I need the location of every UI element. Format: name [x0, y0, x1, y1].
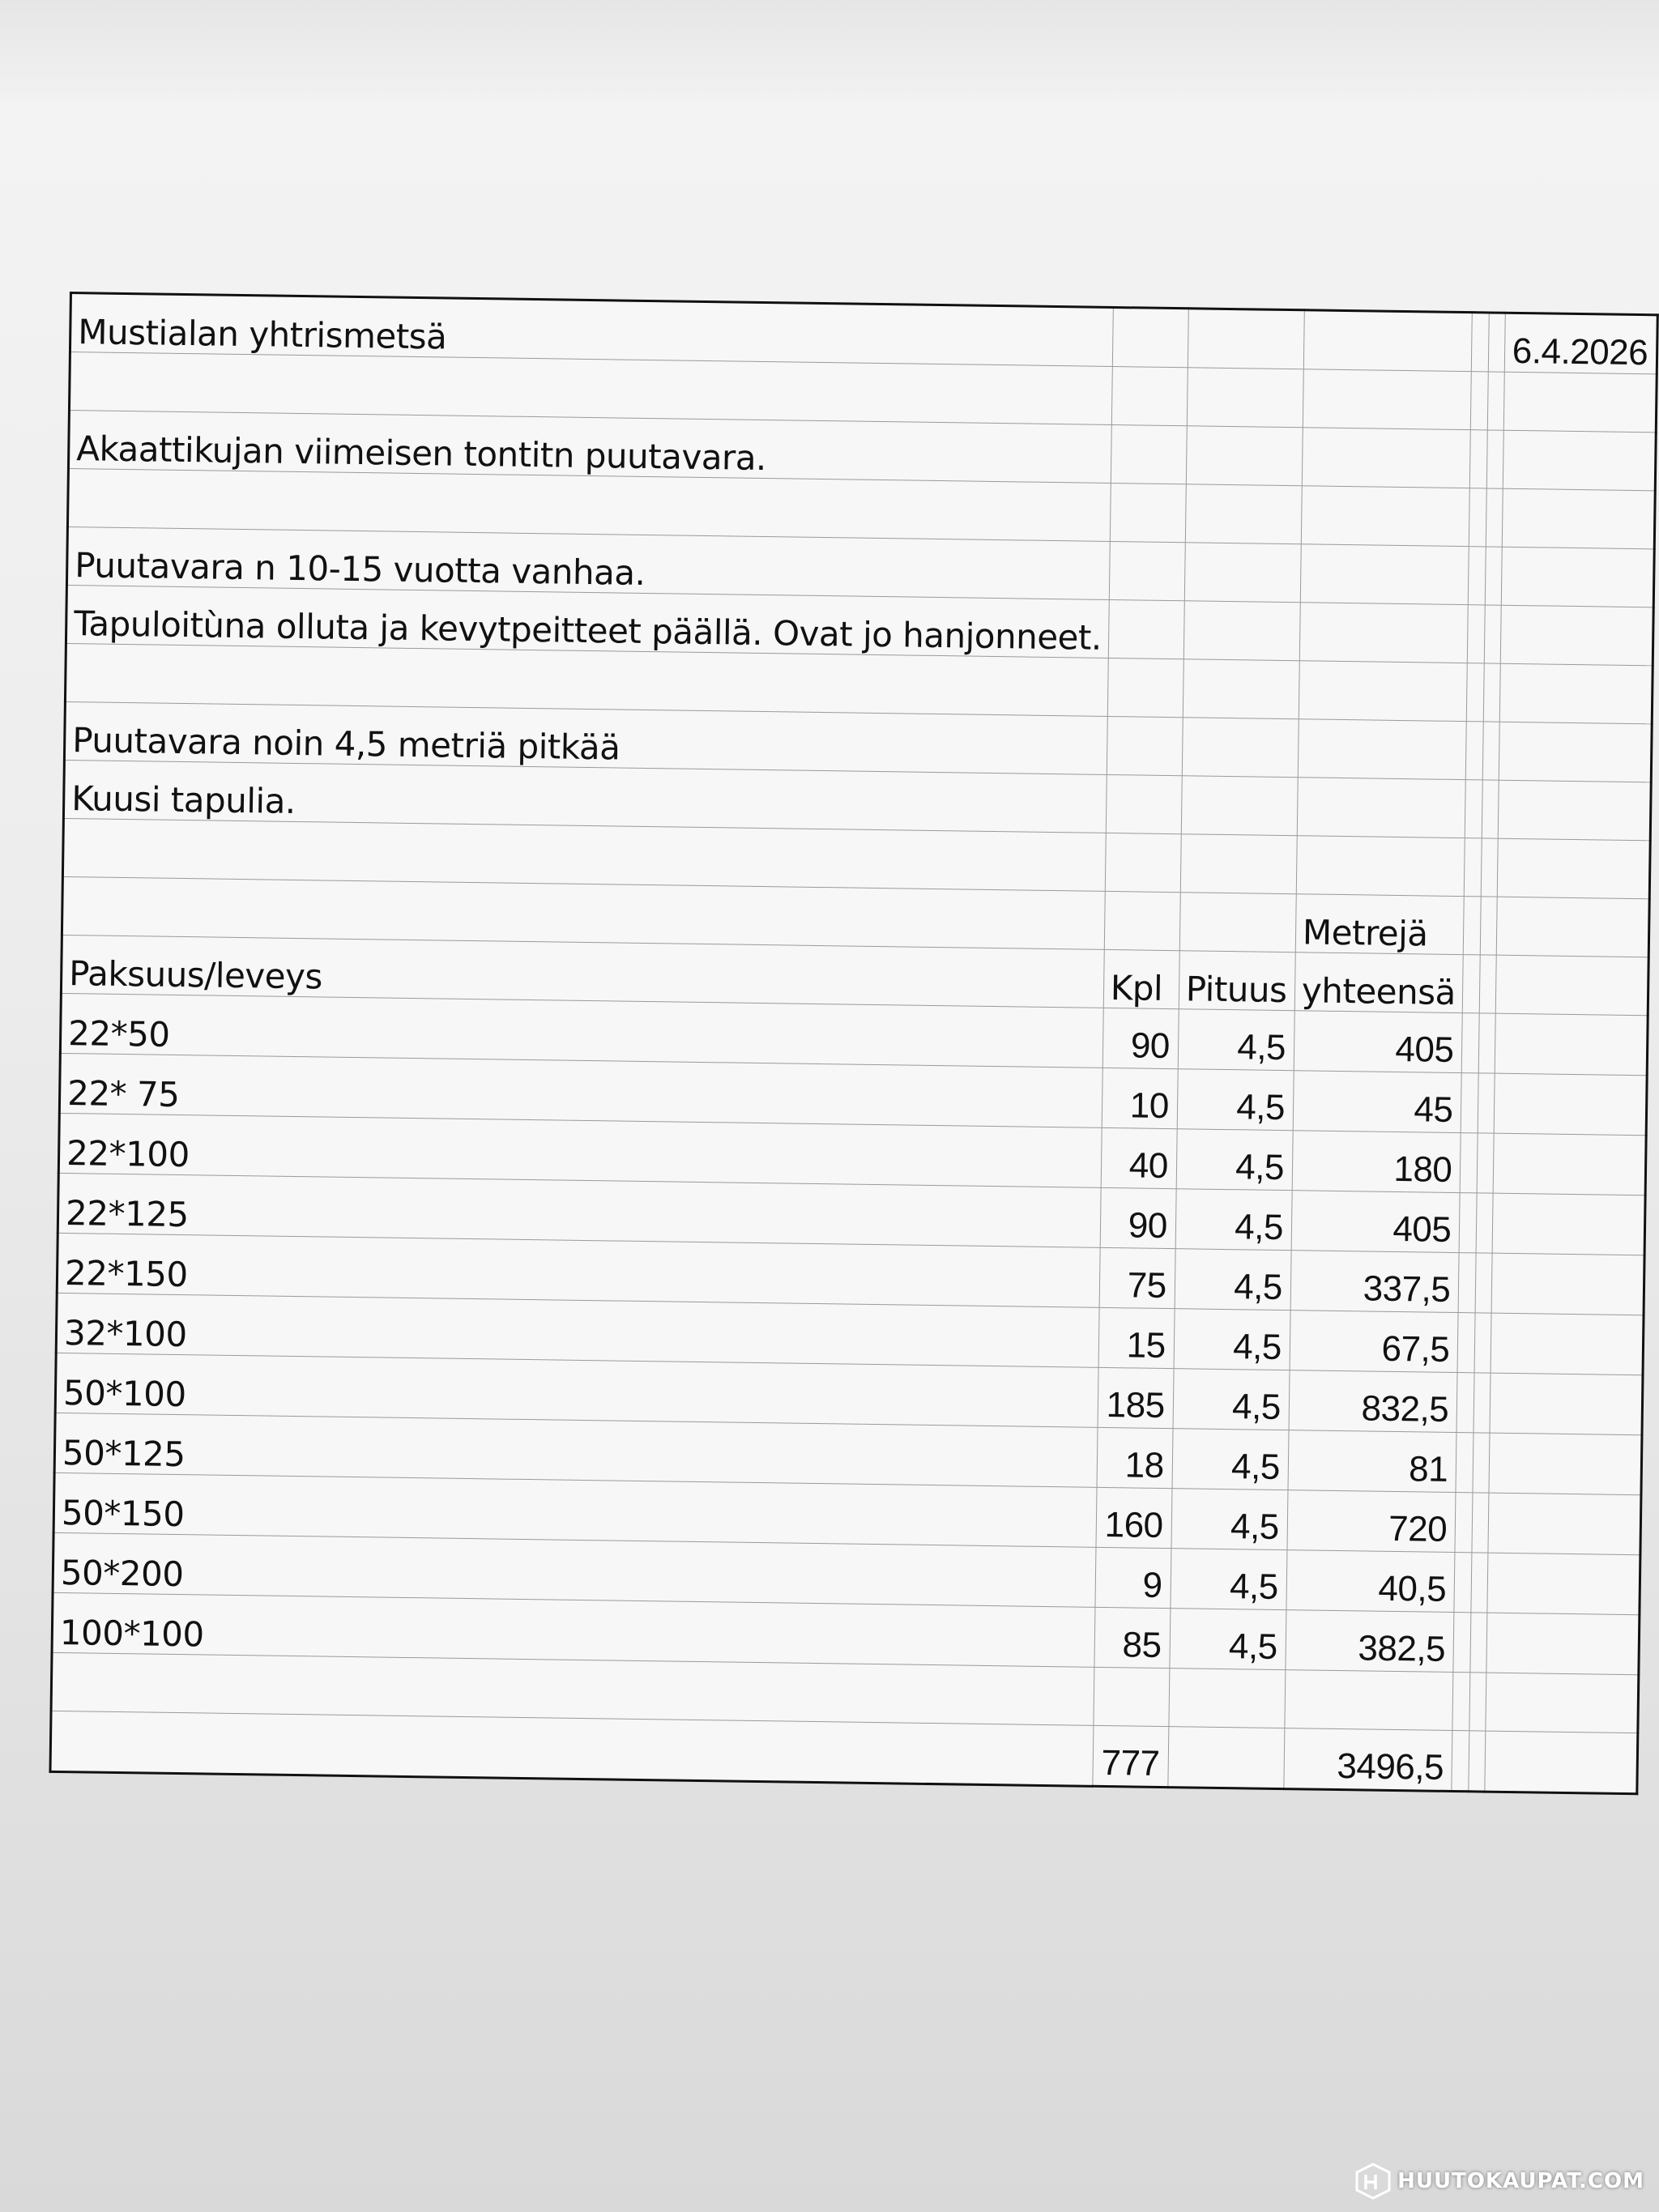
cell-metrit: 382,5 — [1286, 1610, 1454, 1673]
cell-kpl: 90 — [1102, 1008, 1179, 1068]
header-paksuus: Paksuus/leveys — [61, 935, 1104, 1008]
header-pituus: Pituus — [1179, 951, 1295, 1011]
cell-size: 50*200 — [53, 1532, 1096, 1607]
cell-metrit: 45 — [1293, 1071, 1461, 1133]
document-title: Mustialan yhtrismetsä — [70, 293, 1113, 367]
cell-kpl: 15 — [1098, 1307, 1175, 1368]
note-line-2: Puutavara n 10-15 vuotta vanhaa. — [66, 526, 1110, 599]
cell-pituus: 4,5 — [1178, 1009, 1294, 1071]
cell-metrit: 81 — [1288, 1430, 1456, 1493]
cell-pituus: 4,5 — [1171, 1489, 1288, 1550]
cell-size: 22*100 — [58, 1113, 1102, 1187]
cell-kpl: 85 — [1094, 1607, 1171, 1668]
cell-metrit: 180 — [1292, 1131, 1461, 1193]
cell-kpl: 10 — [1102, 1068, 1178, 1128]
cell-pituus: 4,5 — [1173, 1369, 1290, 1430]
document-sheet — [49, 292, 1658, 1795]
cell-metrit: 405 — [1291, 1191, 1460, 1253]
total-metrit: 3496,5 — [1284, 1728, 1452, 1792]
huutokaupat-logo-icon — [1354, 2162, 1392, 2201]
total-kpl: 777 — [1092, 1725, 1168, 1787]
cell-size: 22*50 — [60, 993, 1103, 1068]
cell-kpl: 185 — [1098, 1367, 1174, 1428]
header-metrit-line1: Metrejä — [1295, 894, 1464, 955]
cell-pituus: 4,5 — [1172, 1429, 1289, 1490]
cell-pituus: 4,5 — [1175, 1249, 1291, 1311]
cell-pituus: 4,5 — [1176, 1129, 1293, 1191]
watermark-logo — [1354, 2162, 1644, 2201]
cell-pituus: 4,5 — [1170, 1609, 1286, 1670]
header-kpl: Kpl — [1103, 949, 1179, 1008]
cell-kpl: 9 — [1095, 1547, 1171, 1608]
cell-size: 50*100 — [55, 1353, 1098, 1427]
note-line-3: Tapuloitùna olluta ja kevytpeitteet päällä. Ovat jo hanjonneet. — [66, 585, 1109, 658]
note-line-5: Kuusi tapulia. — [63, 760, 1107, 833]
cell-metrit: 720 — [1287, 1490, 1456, 1553]
cell-size: 22* 75 — [59, 1053, 1102, 1127]
cell-kpl: 160 — [1096, 1487, 1172, 1548]
note-line-4: Puutavara noin 4,5 metriä pitkää — [64, 701, 1107, 774]
cell-size: 100*100 — [52, 1592, 1095, 1667]
cell-metrit: 67,5 — [1290, 1311, 1458, 1373]
cell-pituus: 4,5 — [1175, 1189, 1292, 1251]
cell-size: 22*125 — [58, 1173, 1101, 1247]
cell-pituus: 4,5 — [1177, 1069, 1294, 1131]
cell-metrit: 832,5 — [1289, 1370, 1457, 1433]
page-top-edge — [0, 0, 1659, 105]
cell-kpl: 40 — [1101, 1127, 1177, 1188]
cell-size: 22*150 — [57, 1233, 1100, 1307]
header-metrit-line2: yhteensä — [1294, 953, 1463, 1013]
cell-metrit: 405 — [1294, 1011, 1462, 1073]
cell-kpl: 75 — [1099, 1247, 1175, 1308]
cell-kpl: 90 — [1100, 1187, 1176, 1248]
document-date: 6.4.2026 — [1504, 313, 1657, 374]
cell-size: 50*150 — [53, 1473, 1097, 1547]
cell-metrit: 337,5 — [1290, 1251, 1459, 1313]
cell-size: 32*100 — [56, 1293, 1099, 1367]
note-line-1: Akaattikujan viimeisen tontitn puutavara. — [68, 411, 1111, 484]
cell-pituus: 4,5 — [1174, 1309, 1290, 1370]
watermark-text: HUUTOKAUPAT.COM — [1397, 2169, 1644, 2193]
cell-pituus: 4,5 — [1171, 1549, 1287, 1610]
cell-kpl: 18 — [1097, 1427, 1173, 1488]
cell-metrit: 40,5 — [1286, 1550, 1455, 1613]
spreadsheet-printout — [49, 292, 1658, 1795]
cell-size: 50*125 — [54, 1413, 1098, 1487]
